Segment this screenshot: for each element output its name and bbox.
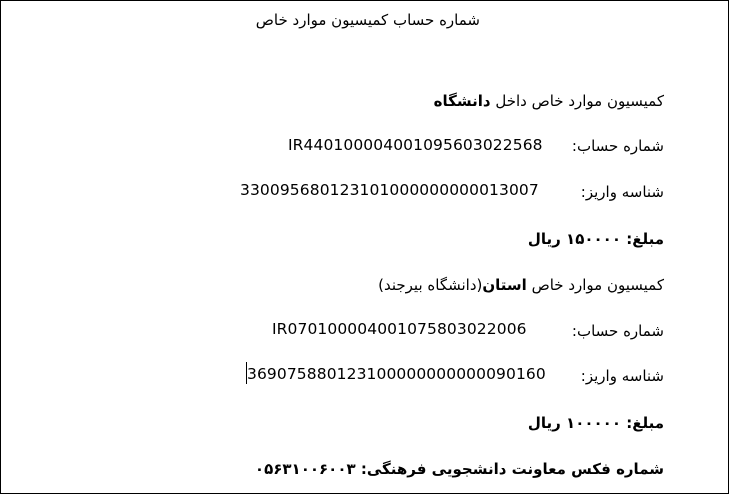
university-amount: مبلغ: ۱۵۰۰۰۰ ریال bbox=[527, 230, 664, 248]
province-payment-id-label: شناسه واریز: bbox=[580, 367, 664, 385]
province-title-bold: استان bbox=[482, 276, 527, 294]
province-title-prefix: کمیسیون موارد خاص bbox=[526, 276, 664, 294]
page-heading: شماره حساب کمیسیون موارد خاص bbox=[255, 11, 480, 29]
province-title-suffix: (دانشگاه بیرجند) bbox=[378, 276, 483, 294]
university-title-prefix: کمیسیون موارد خاص داخل bbox=[490, 92, 664, 110]
province-account-number[interactable]: IR070100004001075803022006 bbox=[272, 320, 527, 338]
province-amount: مبلغ: ۱۰۰۰۰۰ ریال bbox=[527, 414, 664, 432]
university-account-label: شماره حساب: bbox=[571, 137, 664, 155]
fax-line bbox=[255, 459, 664, 479]
university-account-number[interactable]: IR440100004001095603022568 bbox=[288, 136, 543, 154]
fax-label: شماره فکس معاونت دانشجویی فرهنگی: bbox=[360, 460, 664, 478]
province-payment-id[interactable]: 369075880123100000000000090160 bbox=[247, 365, 546, 383]
province-account-label: شماره حساب: bbox=[571, 322, 664, 340]
university-commission-title bbox=[434, 91, 664, 111]
university-payment-id[interactable]: 330095680123101000000000013007 bbox=[240, 181, 539, 199]
university-title-bold: دانشگاه bbox=[433, 92, 491, 110]
province-commission-title bbox=[378, 275, 664, 295]
university-payment-id-label: شناسه واریز: bbox=[580, 183, 664, 201]
fax-number: ۰۵۶۳۱۰۰۶۰۰۳ bbox=[254, 460, 356, 478]
text-cursor bbox=[246, 362, 247, 384]
